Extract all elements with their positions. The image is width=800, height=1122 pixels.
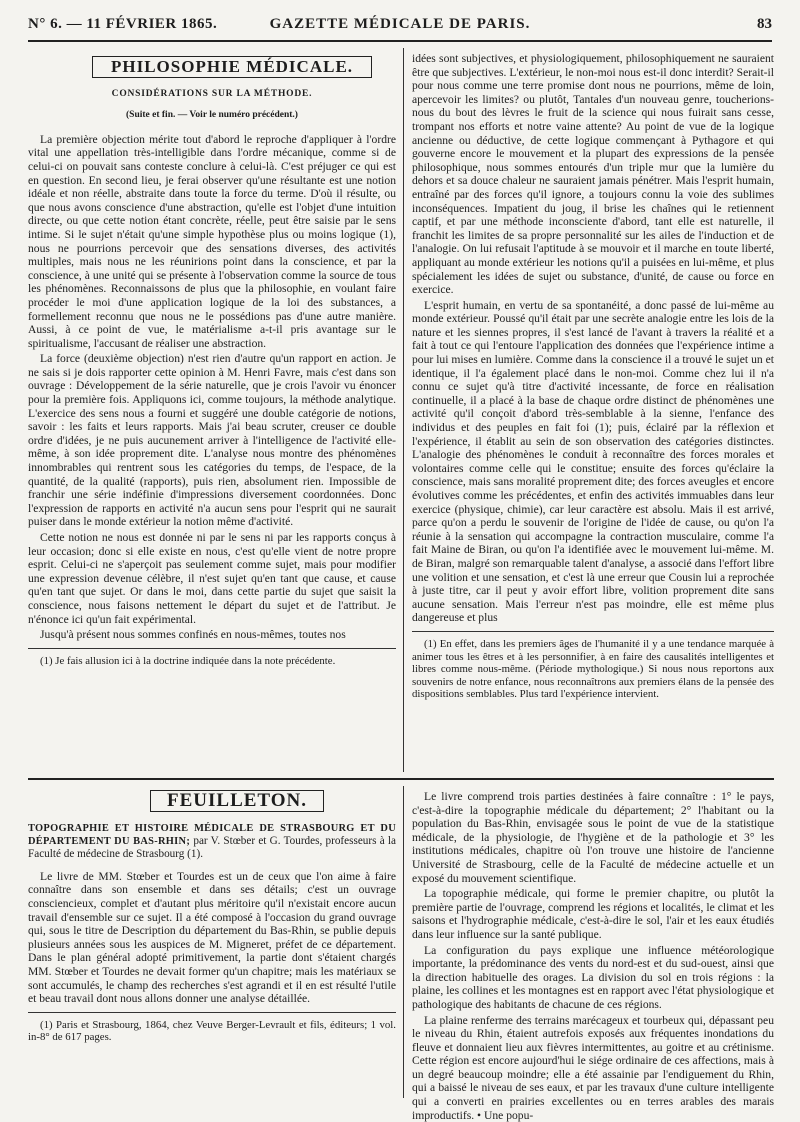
footnote-text: (1) Paris et Strasbourg, 1864, chez Veuve Berger-Levrault et fils, éditeurs; 1 vol. in-8° de 617 pages. [28, 1019, 396, 1044]
footnote-text: (1) En effet, dans les premiers âges de l'humanité il y a une tendance marquée à animer tous les êtres et à les personnifier, à en faire des causalités intelligentes et libres comme nous-même. (Période mythologique.) Si nous nous reportons aux souvenirs de notre enfance, nous reconnaîtrons aux premiers élans de la pensée des dispositions semblables. Plus tard l'expérience intervient. [412, 638, 774, 701]
column-divider [403, 48, 404, 772]
paragraph: La configuration du pays explique une influence météorologique importante, la prédominance des vents du nord-est et du sud-ouest, ainsi que la direction habituelle des orages. La division du sol en trois régions : la plaine, les collines et les montagnes est en rapport avec l'état physiologique et pathologique des habitants de chacune de ces régions. [412, 944, 774, 1012]
footnote-feuilleton [28, 1019, 396, 1044]
feuilleton-separator [28, 778, 774, 780]
footnote-right [412, 638, 774, 701]
paragraph: La force (deuxième objection) n'est rien d'autre qu'un rapport en action. Je ne sais si je dois rapporter cette opinion à M. Henri Favre, mais c'est dans son ouvrage : Développement de la série naturelle, que je crois l'avoir vu énoncer pour la première fois. Appliquons ici, comme toujours, la méthode analytique. L'exercice des sens nous a fourni et suggéré une double catégorie de notions, savoir : les faits et leurs rapports. Mais j'ai beau scruter, creuser ce double ordre d'idées, je ne puis aucunement arriver à l'intelligence de l'activité elle-même, à son idée proprement dite. L'analyse nous montre des phénomènes innombrables qui rentrent sous les catégories du temps, de l'espace, de la quantité, de la qualité (rapports), puis rien, absolument rien. Impossible de franchir une série indéfinie d'impressions diversement coordonnées. Donc l'expression de rapports en activité n'a aucun sens pour l'esprit qui ne saurait puiser dans le monde extérieur la notion même d'activité. [28, 352, 396, 529]
feuilleton-left-column [28, 786, 396, 1096]
journal-name: GAZETTE MÉDICALE DE PARIS. [28, 16, 772, 33]
paragraph: La première objection mérite tout d'abord le reproche d'appliquer à l'ordre vital une appellation très-intelligible dans l'ordre mécanique, comme si de celui-ci on pouvait sans conteste conclure à celui-là. C'est préjuger ce qui est en question. En second lieu, je ferai observer qu'une résultante est une notion idéale et non réelle, abstraite dans toute la force du terme. D'où il résulte, ou que nous avons conscience d'une abstraction, qu'elle est l'objet d'une intuition directe, ou que cette notion étant concrète, réelle, peut être saisie par le sens intime. Si le sujet n'était qu'une simple hypothèse plus ou moins logique (1), nous ne pourrions percevoir que des sensations diverses, des activités multiples, mais nous ne les réunirions point dans la conscience, et par la conscience, à une unité qui se présente à l'observation comme la source de tous les phénomènes. Reconnaissons de plus que la philosophie, en voulant faire procéder le moi d'une application logique de la loi des substances, a formellement reconnu que nous ne le possédions pas d'une autre manière. Aussi, à ce point de vue, le matérialisme a-t-il pris avantage sur le spiritualisme, l'accusant de réaliser une abstraction. [28, 133, 396, 351]
feuilleton-title: FEUILLETON. [150, 790, 324, 812]
paragraph: L'esprit humain, en vertu de sa spontanéité, a donc passé de lui-même au monde extérieur. Poussé qu'il était par une secrète analogie entre les lois de la nature et les siennes propres, il s'est lancé de l'avant à travers la réalité et a fait à tout ce qui l'entoure l'application des données que l'expérience intime a pour lui mises en lumière. Comme dans la conscience il a trouvé le sujet un et identique, il l'a également placé dans le non-moi. Comme chez lui il n'a connu ce sujet qu'à titre d'activité incessante, de force en réalisation continuelle, il a placé à la base de chaque ordre distinct de phénomènes une activité qu'il conçoit d'abord très-semblable à la sienne, l'enfance des individus et des peuples en fait foi (1); puis, éclairé par la réflexion et l'expérience, il établit au sein de son observation des catégories distinctes. L'analogie des phénomènes le conduit à reconnaître des forces morales et volontaires comme celle qui le constitue; ensuite des forces qu'éclaire la conscience, mais sans moralité proprement dite; des forces aveugles et encore évolutives comme les précédentes, et enfin des activités immuables dans leur exercice (physique, chimie), car leur caractère est absolu. Mais il est arrivé, parce qu'on a perdu le souvenir de l'origine de l'idée de cause, ou qu'on l'a réunie à la sensation qui accompagne la contraction musculaire, comme l'a fait Maine de Biran, ou qu'on l'a identifiée avec le mouvement lui-même. M. de Biran, malgré son remarquable talent d'analyse, a associé dans l'effort libre une volition et une sensation, et c'est là une erreur que Cousin lui a reprochée à juste titre, car il peut y avoir effort libre, volition proprement dite sans aucune sensation. Mais l'erreur n'est pas moindre, elle est même plus dangereuse et plus [412, 299, 774, 625]
column-divider [403, 786, 404, 1098]
philosophie-left-column [28, 52, 396, 764]
work-title-authors: par V. Stœber et G. Tourdes, professeurs à la Faculté de médecine de Strasbourg (1). [28, 835, 396, 860]
footnote-left [28, 655, 396, 668]
footnote-separator [28, 1012, 396, 1013]
work-title-caps: TOPOGRAPHIE ET HISTOIRE MÉDICALE DE STRASBOURG ET DU DÉPARTEMENT DU BAS-RHIN; [28, 823, 396, 847]
philosophie-right-column [412, 52, 774, 770]
paragraph: Le livre de MM. Stœber et Tourdes est un de ceux que l'on aime à faire connaître dans son ensemble et dans ses détails; c'est un ouvrage consciencieux, complet et d'autant plus méritoire qu'il n'existait encore aucun travail d'ensemble sur ce sujet. Il a été composé à l'occasion du grand ouvrage qui, sous le titre de Description du département du Bas-Rhin, se publie depuis plusieurs années sous les auspices de M. Migneret, préfet de ce département. Dans le plan général adopté primitivement, la partie dont s'étaient chargés MM. Stœber et Tourdes ne devait former qu'un chapitre; mais les matériaux se sont accumulés, le champ des recherches s'est agrandi et il en est résulté l'utile et beau travail dont nous allons donner une analyse détaillée. [28, 870, 396, 1006]
page-header [28, 12, 772, 42]
footnote-separator [412, 631, 774, 632]
paragraph: Le livre comprend trois parties destinées à faire connaître : 1° le pays, c'est-à-dire la topographie médicale du département; 2° l'habitant ou la population du Bas-Rhin, envisagée sous le point de vue de la statistique médicale, de la physiologie, de l'hygiène et de la pathologie et 3° les institutions médicales, chapitre où l'on trouve une histoire de l'ancienne Université de Strasbourg, celle de la Faculté de médecine actuelle et un exposé du mouvement scientifique. [412, 790, 774, 885]
paragraph: Jusqu'à présent nous sommes confinés en nous-mêmes, toutes nos [28, 628, 396, 642]
philosophie-title: PHILOSOPHIE MÉDICALE. [92, 56, 372, 78]
page-number: 83 [757, 16, 772, 33]
feuilleton-right-column [412, 790, 774, 1098]
paragraph: Cette notion ne nous est donnée ni par le sens ni par les rapports conçus à leur occasion; donc si elle existe en nous, c'est qu'elle vient de notre propre esprit. Celui-ci ne s'aperçoit pas seulement comme sujet, mais pour modifier une expression devenue célèbre, il n'est sujet qu'en tant que cause, et cause qu'en tant que sujet. Or dans le moi, dans cette partie du sujet que saisit la conscience, nous faisons nettement le départ du sujet et de l'attribut. Je n'énonce ici qu'un fait expérimental. [28, 531, 396, 626]
issue-date: N° 6. — 11 FÉVRIER 1865. [28, 16, 217, 33]
philosophie-suite-note: (Suite et fin. — Voir le numéro précédent.) [28, 109, 396, 123]
paragraph: idées sont subjectives, et physiologiquement, philosophiquement ne sauraient être que subjectives. L'extérieur, le non-moi nous est-il donc interdit? Serait-il pour nous comme une terre promise dont nous ne pourrions, même de loin, apercevoir les limites? ou plutôt, Tantales d'un nouveau genre, toucherions-nous du bout des lèvres le fruit de la science qui nous fuirait sans cesse, trompant nos efforts et notre vaine attente? Au point de vue de la logique ancienne ou déductive, de cette logique commençant à Pythagore et qui gouverne encore le mouvement et la plupart des expressions de la pensée philosophique, nous sommes entourés d'un triple mur que la lumière du dehors et sa douce chaleur ne sauraient jamais pénétrer. Mais l'esprit humain, entraîné par des forces qu'il ignore, a toujours connu la voie des sublimes inconséquences. Impatient du joug, il brise les chaînes qui le retiennent captif, et par une méthode inconsciente d'abord, tant elle est naturelle, il franchit les limites de sa propre personnalité sur les ailes de l'induction et de l'analogie. On lui refusait l'aptitude à se mouvoir et il marche en toute liberté, appliquant au monde extérieur les notions qu'il a puisées en lui-même, et plus spécialement les idées de sujet ou substance, d'unité, de cause ou force en exercice. [412, 52, 774, 297]
footnote-separator [28, 648, 396, 649]
work-title [28, 822, 396, 862]
paragraph: La topographie médicale, qui forme le premier chapitre, ou plutôt la première partie de l'ouvrage, comprend les régions et localités, le climat et les saisons et l'hydrographie médicale, c'est-à-dire le sol, l'air et les eaux étudiés dans leur influence sur la santé publique. [412, 887, 774, 941]
footnote-text: (1) Je fais allusion ici à la doctrine indiquée dans la note précédente. [28, 655, 396, 668]
paragraph: La plaine renferme des terrains marécageux et tourbeux qui, dépassant peu le niveau du Rhin, étaient autrefois exposés aux fréquentes inondations du fleuve et donnaient lieu aux fièvres intermittentes, au goitre et au crétinisme. Cette région est encore aujourd'hui le siége ordinaire de ces affections, mais à un degré beaucoup moindre; elle a été assainie par l'endiguement du Rhin, qui a baissé le niveau de ses eaux, et par les travaux d'une culture intelligente qui a converti en prairies excellentes ou en terres arables des marais improductifs. • Une popu- [412, 1014, 774, 1122]
philosophie-subtitle: CONSIDÉRATIONS SUR LA MÉTHODE. [28, 88, 396, 102]
